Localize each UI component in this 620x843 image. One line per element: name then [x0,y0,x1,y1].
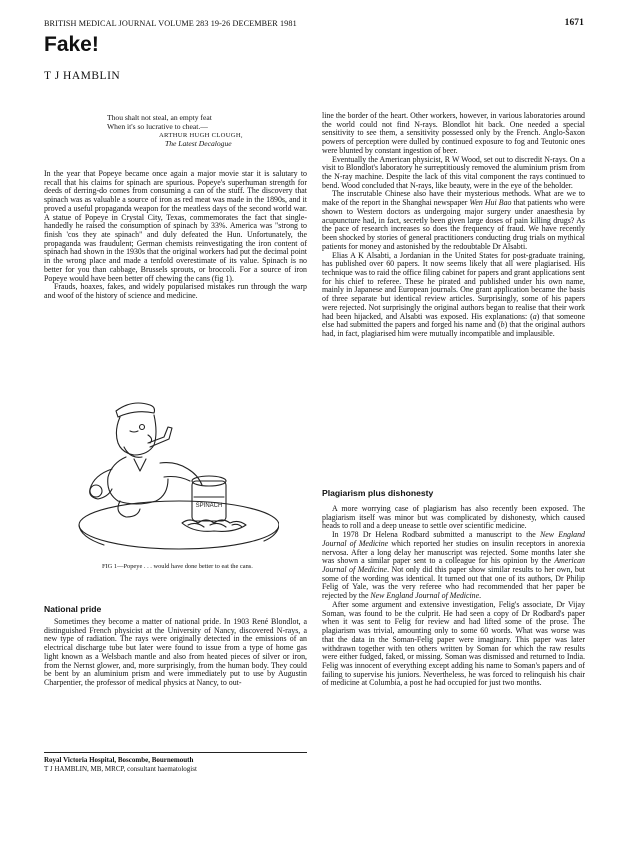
text-run: In 1978 Dr Helena Rodbard submitted a manuscript to the [332,530,540,540]
paragraph: In the year that Popeye became once again a major movie star it is salutary to recall that his claims for spinach are spurious. Popeye's superhuman strength for deeds of derring-do comes from consuming a can of the stuff. The discovery that spinach was as valuable a source of iron as red meat was made in the 1890s, and it proved a useful propaganda weapon for the meatless days of the second world war. A statue of Popeye in Crystal City, Texas, commemorates the fact that single-handedly he raised the consumption of spinach by 33%. America was "strong to finish 'cos they ate spinach" and duly defeated the Hun. Unfortunately, the propaganda was fraudulent; German chemists reinvestigating the iron content of spinach had shown in the 1930s that the original workers had put the decimal point in the wrong place and made a tenfold overestimate of its value. Spinach is no better for you than cabbage, Brussels sprouts, or broccoli. For a source of iron Popeye would have been better off chewing the cans (fig 1). [44,169,307,283]
newspaper-name: Wen Hui Bao [469,198,512,208]
popeye-illustration [64,397,279,557]
list-marker: a [532,311,537,321]
section-heading-national-pride: National pride [44,604,102,614]
epigraph-line-2: When it's so lucrative to cheat.— [107,121,208,131]
can-label: SPINACH [195,503,223,509]
journal-name: New England Journal of Medicine [322,530,585,548]
article-title: Fake! [44,33,99,56]
spinach-pile [182,520,246,531]
journal-info: BRITISH MEDICAL JOURNAL VOLUME 283 19-26 DECEMBER 1981 [44,19,297,28]
paragraph: line the border of the heart. Other workers, however, in various laboratories around the world could not find N-rays. Blondlot hit back. One needed a special sensitivity to see them, a sensitivity possessed only by the French. Anglo-Saxon powers of perception were dulled by continued exposure to fog and Teutonic ones were blunted by constant ingestion of beer. [322,111,585,155]
table-edge [79,525,104,545]
popeye-head [116,415,156,455]
text-run: The inscrutable Chinese also have their mysterious methods. What are we to make of the report in the Shanghai newspaper [322,189,585,208]
text-run: Elias A K Alsabti, a Jordanian in the United States for post-graduate training, has published over 60 papers. It now seems likely that all were plagiarised. His technique was to raid the office filing cabinet for papers and grant applications sent for his chief to referee. These he pirated and published under his own name, mainly in Japanese and European journals. One grant application became the basis of three separate but identical review articles. Surprisingly, some of his papers were rejected. Not surprisingly the original authors began to realise that their work had been hijacked, and Alsabti was exposed. His explanations: ( [322,250,586,321]
epigraph-source: ARTHUR HUGH CLOUGH, [159,131,243,139]
epigraph [107,114,287,149]
page-number: 1671 [564,18,584,28]
popeye-pipe [148,427,172,447]
section-heading-plagiarism: Plagiarism plus dishonesty [322,488,434,498]
running-header [44,19,584,31]
affiliation-institution: Royal Victoria Hospital, Boscombe, Bournemouth [44,756,194,764]
paragraph [322,531,585,601]
text-run: . Not only did this paper show similar results to her own, but some of the wording was identical. It turned out that one of its authors, Dr Philip Felig of Yale, was the very referee who had recommended that her paper be rejected by the [322,565,585,601]
popeye-hat [116,403,155,417]
journal-name: American Journal of Medicine [322,556,585,575]
paragraph: Eventually the American physicist, R W Wood, set out to discredit N-rays. On a visit to Blondlot's laboratory he surreptitiously removed the aluminium prism from the N-ray machine. Despite the lack of this vital component the rays continued to bend. Wood concluded that N-rays, like beauty, were in the eye of the beholder. [322,154,585,190]
text-run: . [479,591,482,601]
paragraph: Frauds, hoaxes, fakes, and widely popularised mistakes run through the warp and woof of the history of science and medicine. [44,282,307,301]
footer-rule [44,752,307,753]
list-marker: b [500,320,505,330]
text-run: which reported her studies on insulin receptors in anorexia nervosa. After a long delay her manuscript was rejected. Some months later she was shown a similar paper sent to a colleague for his opinion by the [322,538,585,566]
paragraph: Sometimes they become a matter of national pride. In 1903 René Blondlot, a distinguished French physicist at the University of Nancy, discovered N-rays, a new type of radiation. The rays were originally detected in the emissions of an electrical discharge tube but later were found to issue from a type of home gas light known as a Welsbach mantle and also from heated pieces of silver or iron, from the Nernst glower, and, more surprisingly, from the human body. They could be bent by an aluminium prism and were immediately put to use by Augustin Charpentier, the professor of medical physics at Nancy, to out- [44,617,307,688]
affiliation-author: T J HAMBLIN, MB, MRCP, consultant haematologist [44,765,197,773]
epigraph-line-1: Thou shalt not steal, an empty feat [107,113,212,122]
left-column-national-pride [44,618,307,688]
paragraph: After some argument and extensive investigation, Felig's associate, Dr Vijay Soman, was found to be the culprit. He had seen a copy of Dr Rodbard's paper when it was sent to Felig for review and had lifted some of the prose. The plagiarism was trivial, amounting only to some 60 words. What was worse was that the data in the Soman-Felig paper were imaginary. This paper was later withdrawn together with ten others written by Soman for which the raw results were either fudged, faked, or missing. Soman was dismissed and returned to India. Felig was innocent of everything except adding his name to Soman's papers and of failing to supervise his juniors. Nevertheless, he was forced to relinquish his chair of medicine at Columbia, a post he had occupied for just two months. [322,599,585,688]
text-run: that patients who were shown to Western doctors as undergoing major surgery under anaesthesia by acupuncture had, in fact, secretly been given large doses of pain killing drugs? As the pace of research increases so does the frequency of fraud. We have recently been shocked by stories of general practitioners conducting drug trials on mythical patients for money and astonished by the redoubtable Dr Alsabti. [322,198,585,251]
author-affiliation [44,756,307,774]
paragraph [322,252,585,339]
table-top [79,501,279,549]
journal-name: New England Journal of Medicine [370,591,480,601]
figure-caption: FIG 1—Popeye . . . would have done better to eat the cans. [102,563,253,570]
right-column [322,112,585,339]
popeye-body [108,457,168,504]
left-column-intro [44,170,307,301]
right-column-plagiarism [322,505,585,688]
epigraph-work: The Latest Decalogue [165,139,232,149]
author-name: T J HAMBLIN [44,70,121,82]
paragraph: A more worrying case of plagiarism has also recently been exposed. The plagiarism itself was minor but was complicated by dishonesty, which caused heads to roll and a deep unease to settle over scientific medicine. [322,504,585,531]
text-run: ) that someone else had submitted the papers and forged his name and ( [322,311,585,330]
paragraph [322,190,585,251]
text-run: ) that the original authors had, in fact, plagiarised him were mutually incompatible and implausible. [322,320,586,338]
